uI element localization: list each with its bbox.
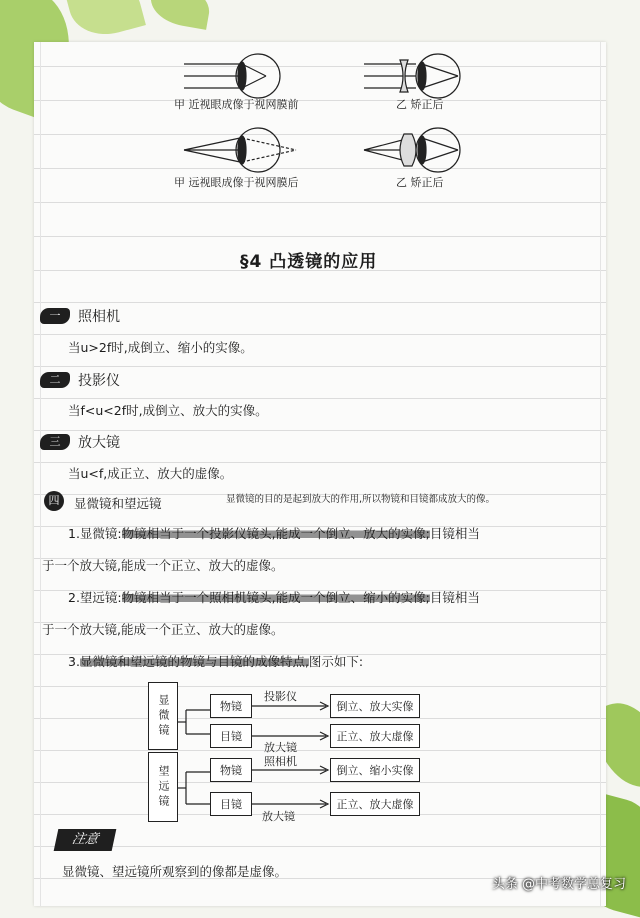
- telescope-line-2: 于一个放大镜,能成一个正立、放大的虚像。: [42, 622, 284, 637]
- label-magnifier-1: 放大镜: [264, 741, 297, 754]
- side-note: 显微镜的目的是起到放大的作用,所以物镜和目镜都成放大的像。: [226, 494, 496, 505]
- eyepiece-box-1: 目镜: [210, 724, 252, 748]
- magnifier-heading: 放大镜: [78, 435, 120, 451]
- section-title: §4 凸透镜的应用: [240, 252, 378, 272]
- microscope-line-1: 1.显微镜:物镜相当于一个投影仪镜头,能成一个倒立、放大的实像;目镜相当: [68, 526, 480, 541]
- projector-heading: 投影仪: [78, 373, 120, 389]
- camera-text: 当u>2f时,成倒立、缩小的实像。: [68, 340, 253, 355]
- myopia-caption: 甲 近视眼成像于视网膜前: [174, 98, 299, 111]
- myopia-corrected-caption: 乙 矫正后: [396, 98, 444, 111]
- projector-text: 当f<u<2f时,成倒立、放大的实像。: [68, 403, 268, 418]
- note-text: 显微镜、望远镜所观察到的像都是虚像。: [62, 864, 288, 879]
- label-magnifier-2: 放大镜: [262, 810, 295, 823]
- telescope-line-1: 2.望远镜:物镜相当于一个照相机镜头,能成一个倒立、缩小的实像;目镜相当: [68, 590, 480, 605]
- hyperopia-corrected-caption: 乙 矫正后: [396, 176, 444, 189]
- heading-badge-3: 三: [40, 434, 70, 450]
- instruments-heading: 显微镜和望远镜: [74, 496, 162, 511]
- heading-badge-4: 四: [44, 491, 64, 511]
- leaf-decoration-top-2: [147, 0, 213, 30]
- objective-box-2: 物镜: [210, 758, 252, 782]
- heading-badge-1: 一: [40, 308, 70, 324]
- leaf-decoration-top: [64, 0, 146, 43]
- eyepiece-box-2: 目镜: [210, 792, 252, 816]
- camera-heading: 照相机: [78, 309, 120, 325]
- objective-box-1: 物镜: [210, 694, 252, 718]
- hyperopia-caption: 甲 远视眼成像于视网膜后: [174, 176, 299, 189]
- note-badge: 注意: [54, 829, 117, 851]
- label-projector: 投影仪: [264, 690, 297, 703]
- notebook-page: [34, 42, 606, 906]
- telescope-box: 望远镜: [148, 752, 178, 822]
- heading-badge-2: 二: [40, 372, 70, 388]
- flow-diagram-connectors: [34, 42, 606, 906]
- compare-line: 3.显微镜和望远镜的物镜与目镜的成像特点,图示如下:: [68, 654, 364, 669]
- result-box-3: 倒立、缩小实像: [330, 758, 420, 782]
- result-box-4: 正立、放大虚像: [330, 792, 420, 816]
- microscope-line-2: 于一个放大镜,能成一个正立、放大的虚像。: [42, 558, 284, 573]
- result-box-1: 倒立、放大实像: [330, 694, 420, 718]
- result-box-2: 正立、放大虚像: [330, 724, 420, 748]
- label-camera: 照相机: [264, 755, 297, 768]
- watermark: 头条 @中考数学总复习: [491, 877, 626, 892]
- microscope-box: 显微镜: [148, 682, 178, 750]
- magnifier-text: 当u<f,成正立、放大的虚像。: [68, 466, 233, 481]
